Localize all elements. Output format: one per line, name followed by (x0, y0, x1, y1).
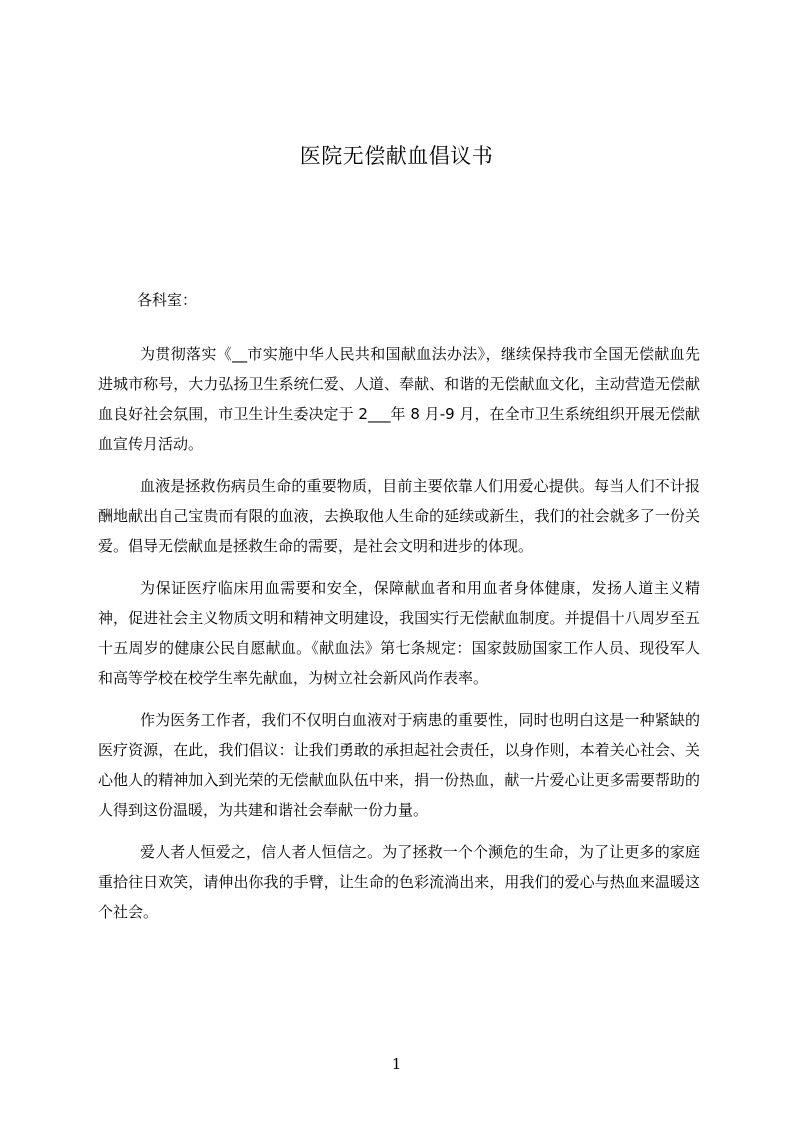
paragraph-3: 为保证医疗临床用血需要和安全，保障献血者和用血者身体健康，发扬人道主义精神，促进社会主义物质文明和精神文明建设，我国实行无偿献血制度。并提倡十八周岁至五十五周岁的健康公民自愿献血。《献血法》第七条规定：国家鼓励国家工作人员、现役军人和高等学校在校学生率先献血，为树立社会新风尚作表率。 (98, 579, 700, 687)
salutation: 各科室： (137, 291, 198, 309)
paragraph-5: 爱人者人恒爱之，信人者人恒信之。为了拯救一个个濒危的生命，为了让更多的家庭重拾往日欢笑，请伸出你我的手臂，让生命的色彩流淌出来，用我们的爱心与热血来温暖这个社会。 (98, 843, 700, 921)
page-number: 1 (391, 1055, 402, 1073)
document-title: 医院无偿献血倡议书 (299, 144, 494, 168)
paragraph-2: 血液是拯救伤病员生命的重要物质，目前主要依靠人们用爱心提供。每当人们不计报酬地献出自己宝贵而有限的血液，去换取他人生命的延续或新生，我们的社会就多了一份关爱。倡导无偿献血是拯救生命的需要，是社会文明和进步的体现。 (98, 477, 700, 555)
paragraph-4: 作为医务工作者，我们不仅明白血液对于病患的重要性，同时也明白这是一种紧缺的医疗资源，在此，我们倡议：让我们勇敢的承担起社会责任，以身作则，本着关心社会、关心他人的精神加入到光荣的无偿献血队伍中来，捐一份热血，献一片爱心让更多需要帮助的人得到这份温暖，为共建和谐社会奉献一份力量。 (98, 711, 700, 819)
paragraph-1: 为贯彻落实《__市实施中华人民共和国献血法办法》，继续保持我市全国无偿献血先进城市称号，大力弘扬卫生系统仁爱、人道、奉献、和谐的无偿献血文化，主动营造无偿献血良好社会氛围，市卫生计生委决定于 2___年 8 月-9 月，在全市卫生系统组织开展无偿献血宣传月活动。 (98, 345, 700, 453)
